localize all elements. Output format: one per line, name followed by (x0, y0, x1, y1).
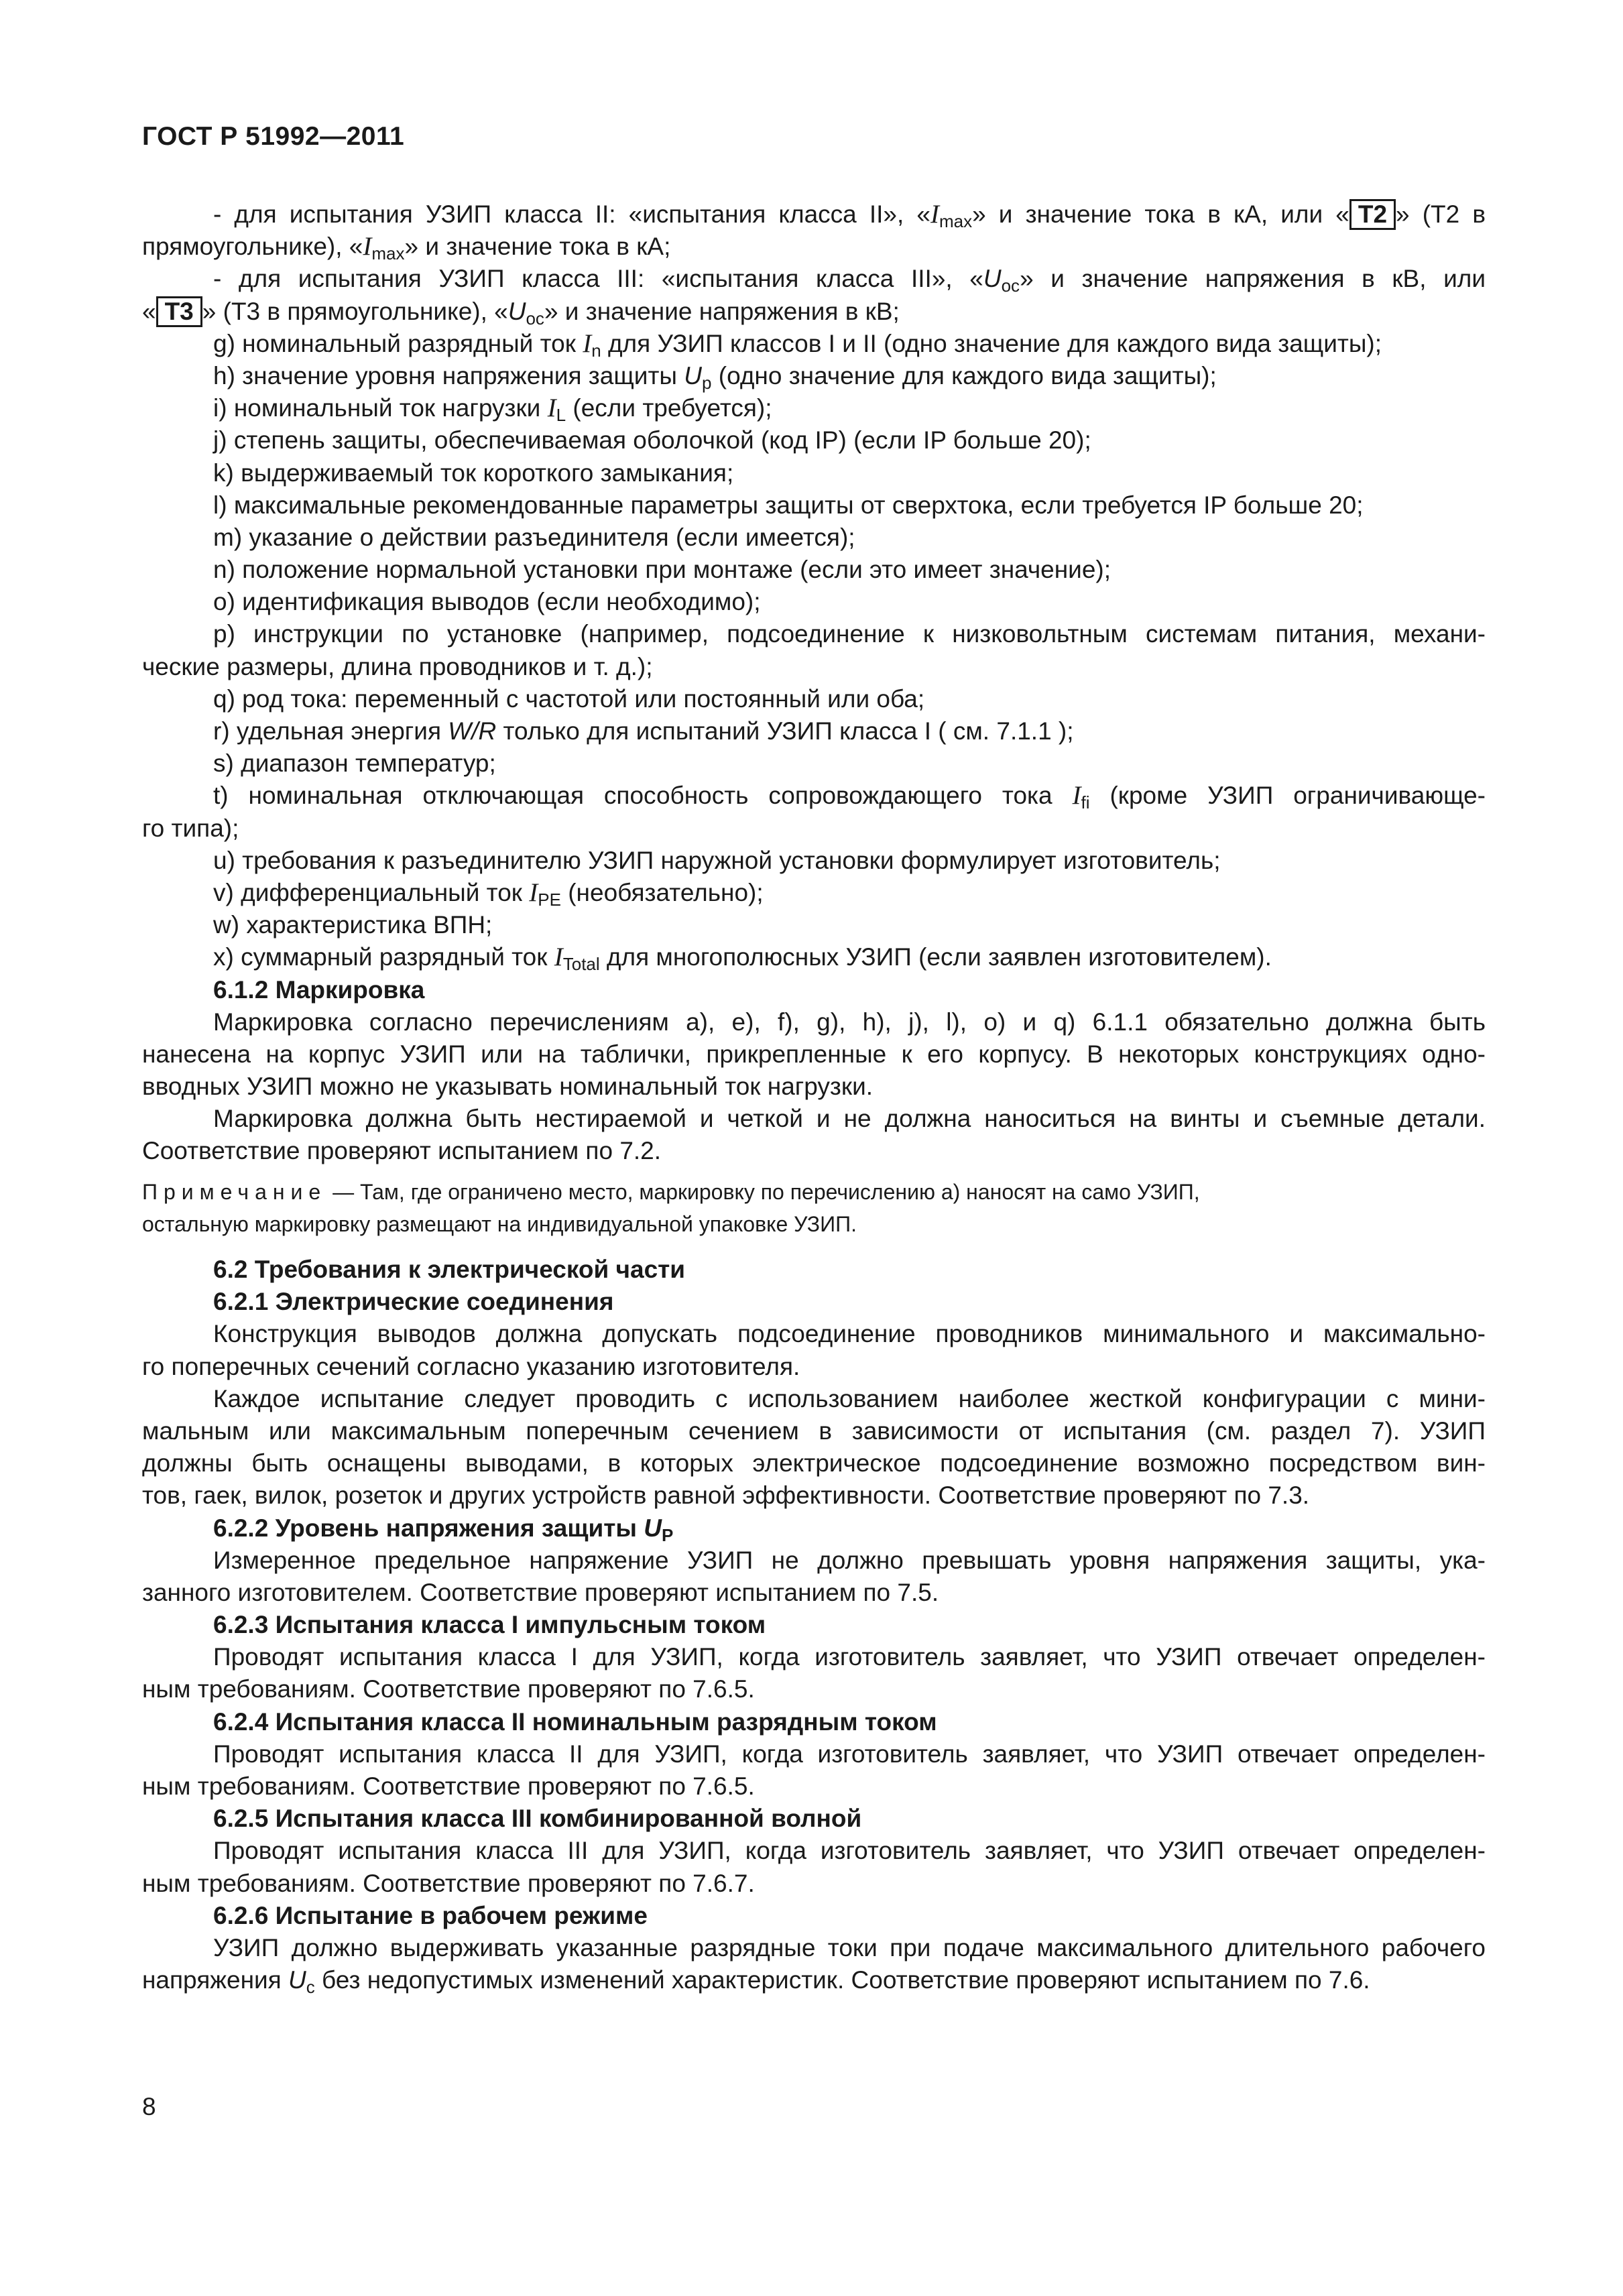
paragraph-line: занного изготовителем. Соответствие проверяют испытанием по 7.5. (142, 1578, 939, 1606)
paragraph-line: ным требованиям. Соответствие проверяют по 7.6.5. (142, 1675, 755, 1703)
list-item-class-3-cont: « T3 » (Т3 в прямоугольнике), «$U_{oc}$» и значение напряжения в кВ; (142, 297, 900, 328)
paragraph-line: тов, гаек, вилок, розеток и других устройств равной эффективности. Соответствие проверяют по 7.3. (142, 1482, 1310, 1510)
list-item-m: m) указание о действии разъединителя (если имеется); (213, 523, 855, 551)
section-heading-6-2-5: 6.2.5 Испытания класса III комбинированной волной (213, 1805, 862, 1833)
paragraph-line: ным требованиям. Соответствие проверяют по 7.6.5. (142, 1772, 755, 1800)
list-item-o: o) идентификация выводов (если необходимо); (213, 588, 761, 616)
paragraph-line: го поперечных сечений согласно указанию изготовителя. (142, 1352, 800, 1380)
list-item-i: i) номинальный ток нагрузки $I_L$ (если требуется); (213, 394, 772, 426)
paragraph-line: Проводят испытания класса II для УЗИП, когда изготовитель заявляет, что УЗИП отвечает определен- (213, 1740, 1486, 1768)
list-item-class-2: - для испытания УЗИП класса II: «испытания класса II», «$I_{max}$» и значение тока в кА, или « T2 » (T2 в (213, 200, 1486, 231)
list-item-x: x) суммарный разрядный ток $I_{Total}$ для многополюсных УЗИП (если заявлен изготовителем). (213, 943, 1272, 975)
section-heading-6-1-2: 6.1.2 Маркировка (213, 975, 425, 1004)
list-item-s: s) диапазон температур; (213, 749, 496, 778)
list-item-p-cont: ческие размеры, длина проводников и т. д.); (142, 652, 653, 680)
paragraph-line: Маркировка должна быть нестираемой и четкой и не должна наноситься на винты и съемные детали. (213, 1105, 1486, 1133)
list-item-t-cont: го типа); (142, 814, 239, 842)
paragraph-line: ным требованиям. Соответствие проверяют по 7.6.7. (142, 1869, 755, 1897)
standard-designation: ГОСТ Р 51992—2011 (142, 122, 405, 151)
list-item-n: n) положение нормальной установки при монтаже (если это имеет значение); (213, 556, 1111, 584)
note-line: остальную маркировку размещают на индивидуальной упаковке УЗИП. (142, 1211, 857, 1236)
list-item-u: u) требования к разъединителю УЗИП наружной установки формулирует изготовитель; (213, 846, 1221, 874)
list-item-h: h) значение уровня напряжения защиты $U_p$ (одно значение для каждого вида защиты); (213, 361, 1217, 393)
section-heading-6-2-3: 6.2.3 Испытания класса I импульсным током (213, 1611, 766, 1639)
section-heading-6-2: 6.2 Требования к электрической части (213, 1256, 686, 1283)
section-heading-6-2-2: 6.2.2 Уровень напряжения защиты $U_P$ (213, 1514, 674, 1545)
section-heading-6-2-1: 6.2.1 Электрические соединения (213, 1288, 614, 1316)
list-item-p: p) инструкции по установке (например, подсоединение к низковольтным системам питания, механи- (213, 620, 1486, 648)
note-line: Примечание — Там, где ограничено место, маркировку по перечислению а) наносят на само УЗИП, (142, 1179, 1200, 1204)
list-item-class-2-cont: прямоугольнике), «$I_{max}$» и значение тока в кА; (142, 232, 671, 264)
list-item-w: w) характеристика ВПН; (213, 911, 493, 939)
note-label: Примечание (142, 1179, 327, 1204)
page-body (142, 198, 1486, 1996)
paragraph-line: мальным или максимальным поперечным сечением в зависимости от испытания (см. раздел 7). УЗИП (142, 1416, 1486, 1445)
section-heading-6-2-6: 6.2.6 Испытание в рабочем режиме (213, 1901, 648, 1929)
paragraph-line: Проводят испытания класса III для УЗИП, когда изготовитель заявляет, что УЗИП отвечает определен- (213, 1837, 1486, 1865)
paragraph-line: УЗИП должно выдерживать указанные разрядные токи при подаче максимального длительного рабочего (213, 1933, 1486, 1961)
paragraph-line: нанесена на корпус УЗИП или на таблички, прикрепленные к его корпусу. В некоторых конструкциях одно- (142, 1040, 1486, 1068)
list-item-q: q) род тока: переменный с частотой или постоянный или оба; (213, 684, 925, 713)
t3-boxed-mark: T3 (156, 296, 202, 327)
paragraph-line: Проводят испытания класса I для УЗИП, когда изготовитель заявляет, что УЗИП отвечает определен- (213, 1643, 1486, 1671)
list-item-r: r) удельная энергия W/R только для испытаний УЗИП класса I ( см. 7.1.1 ); (213, 717, 1074, 745)
paragraph-line: вводных УЗИП можно не указывать номинальный ток нагрузки. (142, 1073, 874, 1101)
paragraph-line: Маркировка согласно перечислениям а), е), f), g), h), j), l), o) и q) 6.1.1 обязательно должна быть (213, 1008, 1486, 1036)
t2-boxed-mark: T2 (1349, 199, 1396, 230)
list-item-j: j) степень защиты, обеспечиваемая оболочкой (код IP) (если IP больше 20); (213, 426, 1091, 455)
list-item-g: g) номинальный разрядный ток $I_n$ для УЗИП классов I и II (одно значение для каждого вида защиты); (213, 328, 1382, 361)
section-heading-6-2-4: 6.2.4 Испытания класса II номинальным разрядным током (213, 1707, 937, 1736)
list-item-v: v) дифференциальный ток $I_{PE}$ (необязательно); (213, 878, 764, 910)
paragraph-line: должны быть оснащены выводами, в которых электрическое подсоединение возможно посредством вин- (142, 1449, 1486, 1477)
paragraph-line: Конструкция выводов должна допускать подсоединение проводников минимального и максимально- (213, 1320, 1486, 1348)
page-number: 8 (142, 2093, 156, 2120)
list-item-class-3: - для испытания УЗИП класса III: «испытания класса III», «$U_{oc}$» и значение напряжения в кВ, или (213, 265, 1486, 296)
list-item-t: t) номинальная отключающая способность сопровождающего тока $I_{fi}$ (кроме УЗИП ограничивающе- (213, 781, 1486, 813)
list-item-k: k) выдерживаемый ток короткого замыкания; (213, 459, 734, 487)
paragraph-line: напряжения $U_c$ без недопустимых изменений характеристик. Соответствие проверяют испытанием по 7.6. (142, 1966, 1370, 1998)
paragraph-line: Соответствие проверяют испытанием по 7.2. (142, 1137, 662, 1165)
paragraph-line: Измеренное предельное напряжение УЗИП не должно превышать уровня напряжения защиты, ука- (213, 1546, 1486, 1574)
paragraph-line: Каждое испытание следует проводить с использованием наиболее жесткой конфигурации с мини- (213, 1384, 1486, 1412)
list-item-l: l) максимальные рекомендованные параметры защиты от сверхтока, если требуется IP больше 20; (213, 491, 1364, 519)
